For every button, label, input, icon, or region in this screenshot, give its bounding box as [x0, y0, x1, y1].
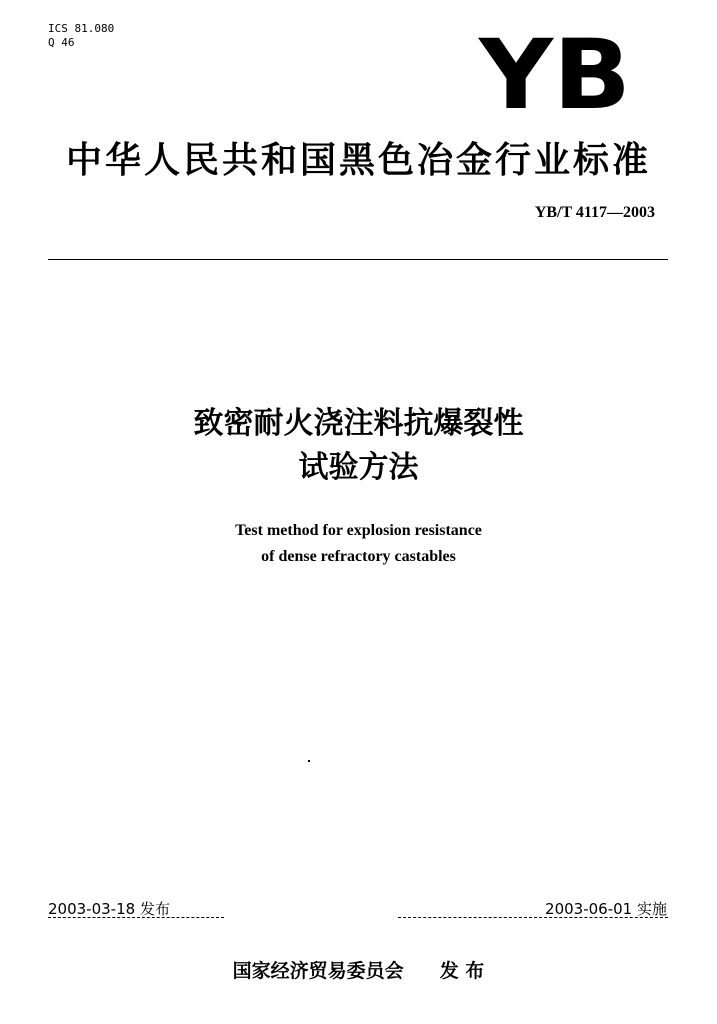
- header-divider: [48, 259, 668, 260]
- issue-date-rule: [48, 917, 224, 918]
- chinese-title-line-1: 致密耐火浇注料抗爆裂性: [193, 406, 524, 441]
- yb-logo-text: YB: [477, 28, 631, 116]
- ics-code: ICS 81.080: [48, 22, 115, 35]
- issuing-authority: [0, 956, 717, 983]
- ccs-code: Q 46: [48, 36, 75, 49]
- issuing-authority-name: 国家经济贸易委员会: [232, 960, 404, 982]
- yb-logo: [475, 28, 635, 116]
- standard-number: YB/T 4117—2003: [534, 204, 655, 221]
- scan-speck: [308, 760, 310, 762]
- implementation-date-rule: [398, 917, 668, 918]
- chinese-title-line-2: 试验方法: [298, 450, 419, 485]
- standard-category-title: 中华人民共和国黑色冶金行业标准: [65, 140, 651, 181]
- classification-block: [48, 22, 114, 50]
- english-title: [0, 518, 717, 570]
- implementation-date: 2003-06-01 实施: [545, 900, 667, 918]
- chinese-title: [0, 402, 717, 490]
- issuing-action: 发 布: [439, 960, 485, 982]
- english-title-line-2: of dense refractory castables: [261, 548, 456, 565]
- issue-date: 2003-03-18 发布: [48, 900, 170, 918]
- english-title-line-1: Test method for explosion resistance: [235, 522, 482, 539]
